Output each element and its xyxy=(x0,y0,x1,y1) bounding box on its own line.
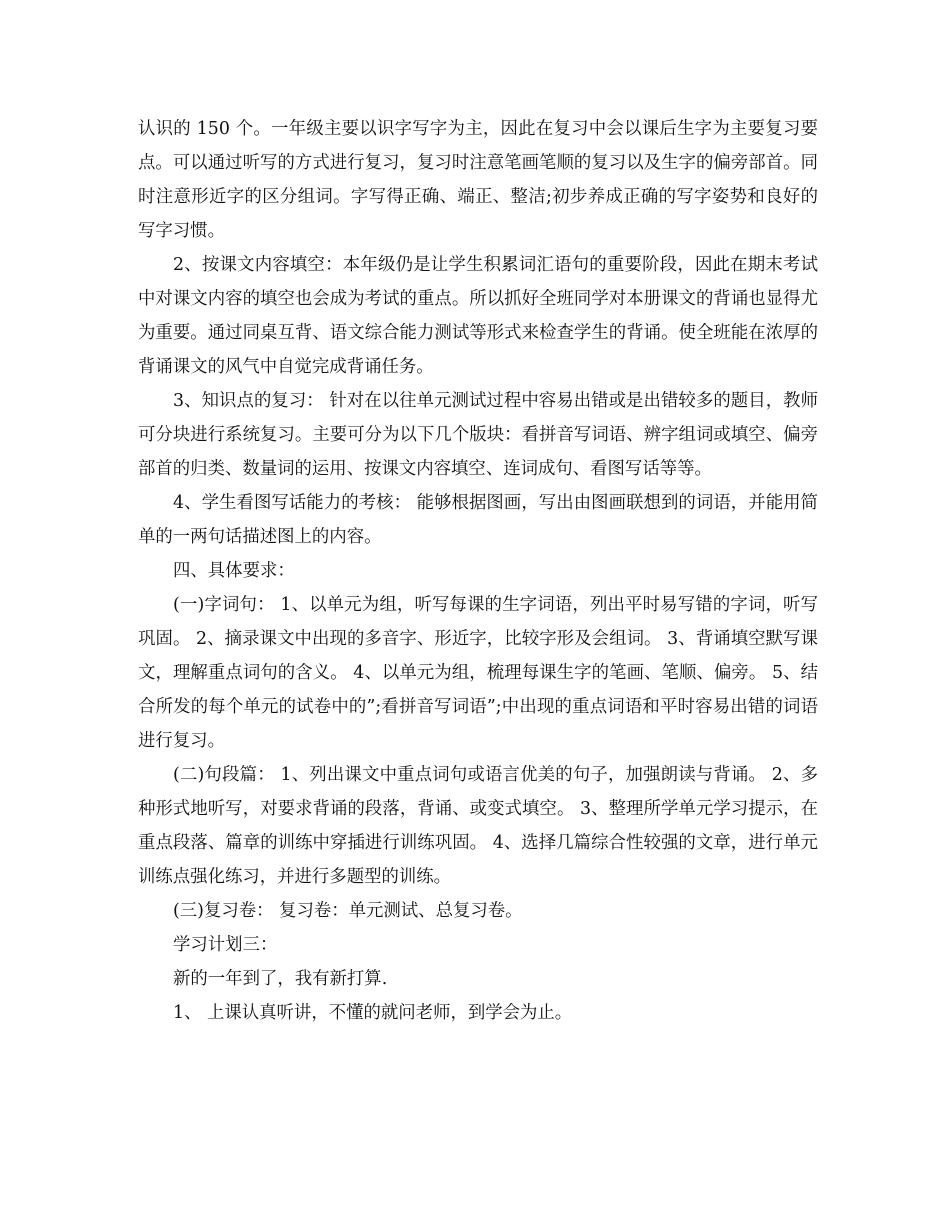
paragraph: (三)复习卷： 复习卷：单元测试、总复习卷。 xyxy=(173,901,523,921)
section-heading: 学习计划三： xyxy=(173,935,278,955)
paragraph: 1、 上课认真听讲，不懂的就问老师，到学会为止。 xyxy=(173,1003,573,1023)
paragraph: 2、按课文内容填空：本年级仍是让学生积累词汇语句的重要阶段，因此在期末考试中对课文内容的填空也会成为考试的重点。所以抓好全班同学对本册课文的背诵也显得尤为重要。通过同桌互背、语文综合能力测试等形式来检查学生的背诵。使全班能在浓厚的背诵课文的风气中自觉完成背诵任务。 xyxy=(138,255,818,377)
document-body xyxy=(138,112,818,1030)
section-heading: 四、具体要求： xyxy=(173,561,295,581)
paragraph: 认识的 150 个。一年级主要以识字写字为主，因此在复习中会以课后生字为主要复习要点。可以通过听写的方式进行复习，复习时注意笔画笔顺的复习以及生字的偏旁部首。同时注意形近字的区分组词。字写得正确、端正、整洁;初步养成正确的写字姿势和良好的写字习惯。 xyxy=(138,119,818,241)
paragraph: (一)字词句： 1、以单元为组，听写每课的生字词语，列出平时易写错的字词，听写巩固。 2、摘录课文中出现的多音字、形近字，比较字形及会组词。 3、背诵填空默写课文，理解重点词句的含义。 4、以单元为组，梳理每课生字的笔画、笔顺、偏旁。 5、结合所发的每个单元的试卷中的”;看拼音写词语”;中出现的重点词语和平时容易出错的词语进行复习。 xyxy=(138,595,818,751)
paragraph: 4、学生看图写话能力的考核： 能够根据图画，写出由图画联想到的词语，并能用简单的一两句话描述图上的内容。 xyxy=(138,493,818,547)
paragraph: 3、知识点的复习： 针对在以往单元测试过程中容易出错或是出错较多的题目，教师可分块进行系统复习。主要可分为以下几个版块：看拼音写词语、辨字组词或填空、偏旁部首的归类、数量词的运用、按课文内容填空、连词成句、看图写话等等。 xyxy=(138,391,818,479)
paragraph: 新的一年到了，我有新打算. xyxy=(173,969,388,989)
paragraph: (二)句段篇： 1、列出课文中重点词句或语言优美的句子，加强朗读与背诵。 2、多种形式地听写，对要求背诵的段落，背诵、或变式填空。 3、整理所学单元学习提示，在重点段落、篇章的训练中穿插进行训练巩固。 4、选择几篇综合性较强的文章，进行单元训练点强化练习，并进行多题型的训练。 xyxy=(138,765,818,887)
